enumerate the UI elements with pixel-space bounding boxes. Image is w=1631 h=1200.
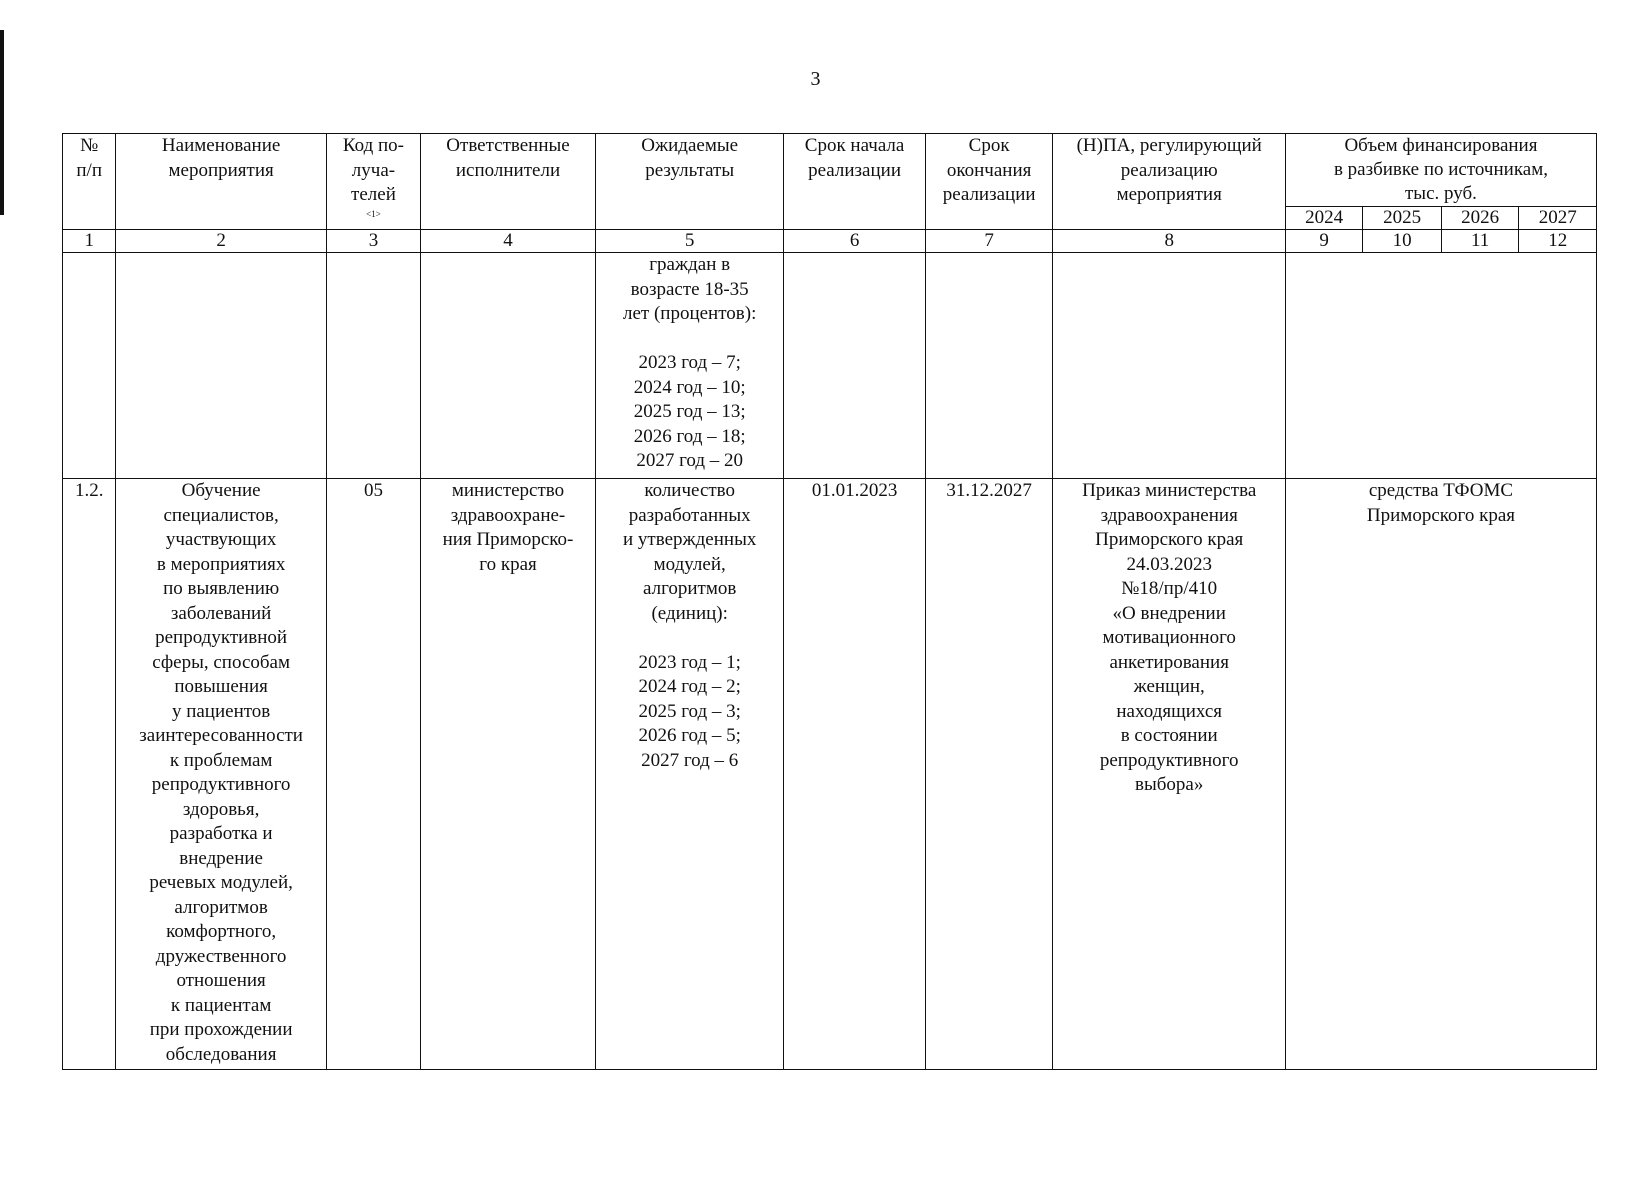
cell-code (326, 253, 420, 479)
column-number: 8 (1053, 230, 1285, 253)
header-year: 2025 (1363, 207, 1442, 230)
column-number: 12 (1519, 230, 1597, 253)
header-results: Ожидаемые результаты (595, 134, 783, 230)
cell-start: 01.01.2023 (784, 479, 925, 1070)
header-year: 2026 (1441, 207, 1518, 230)
cell-npa (1053, 253, 1285, 479)
column-number: 6 (784, 230, 925, 253)
column-numbers-row (63, 230, 1597, 253)
column-number: 5 (595, 230, 783, 253)
cell-number (63, 253, 116, 479)
cell-code: 05 (326, 479, 420, 1070)
cell-end (925, 253, 1053, 479)
header-npa: (Н)ПА, регулирующий реализацию мероприятия (1053, 134, 1285, 230)
column-number: 1 (63, 230, 116, 253)
cell-results: количество разработанных и утвержденных модулей, алгоритмов (единиц): 2023 год – 1; 2024 год – 2; 2025 год – 3; 2026 год – 5; 2027 год – 6 (595, 479, 783, 1070)
column-number: 7 (925, 230, 1053, 253)
cell-end: 31.12.2027 (925, 479, 1053, 1070)
column-number: 9 (1285, 230, 1362, 253)
cell-responsible (421, 253, 596, 479)
header-year: 2024 (1285, 207, 1362, 230)
column-number: 2 (116, 230, 326, 253)
page-number: 3 (810, 68, 821, 90)
column-number: 11 (1441, 230, 1518, 253)
cell-responsible: министерство здравоохране- ния Приморско- го края (421, 479, 596, 1070)
measures-table (62, 133, 1597, 1070)
table-row (63, 253, 1597, 479)
cell-finance (1285, 253, 1596, 479)
table-row (63, 479, 1597, 1070)
cell-start (784, 253, 925, 479)
header-responsible: Ответственные исполнители (421, 134, 596, 230)
column-number: 4 (421, 230, 596, 253)
header-code-text: Код по- луча- телей (342, 135, 404, 205)
header-end: Срок окончания реализации (925, 134, 1053, 230)
header-start: Срок начала реализации (784, 134, 925, 230)
header-number: № п/п (63, 134, 116, 230)
cell-results: граждан в возрасте 18-35 лет (процентов): 2023 год – 7; 2024 год – 10; 2025 год – 13; 2026 год – 18; 2027 год – 20 (595, 253, 783, 479)
column-number: 10 (1363, 230, 1442, 253)
cell-finance: средства ТФОМС Приморского края (1285, 479, 1596, 1070)
cell-npa: Приказ министерства здравоохранения Приморского края 24.03.2023 №18/пр/410 «О внедрении мотивационного анкетирования женщин, находящихся в состоянии репродуктивного выбора» (1053, 479, 1285, 1070)
header-code-footnote: <1> (366, 208, 381, 219)
column-number: 3 (326, 230, 420, 253)
header-code (326, 134, 420, 230)
header-row (63, 134, 1597, 207)
header-name: Наименование мероприятия (116, 134, 326, 230)
header-financing: Объем финансирования в разбивке по источникам, тыс. руб. (1285, 134, 1596, 207)
cell-number: 1.2. (63, 479, 116, 1070)
cell-name (116, 253, 326, 479)
scan-margin-mark (0, 30, 4, 215)
cell-name: Обучение специалистов, участвующих в мероприятиях по выявлению заболеваний репродуктивной сферы, способам повышения у пациентов заинтересованности к проблемам репродуктивного здоровья, разработка и внедрение речевых модулей, алгоритмов комфортного, дружественного отношения к пациентам при прохождении обследования (116, 479, 326, 1070)
header-year: 2027 (1519, 207, 1597, 230)
